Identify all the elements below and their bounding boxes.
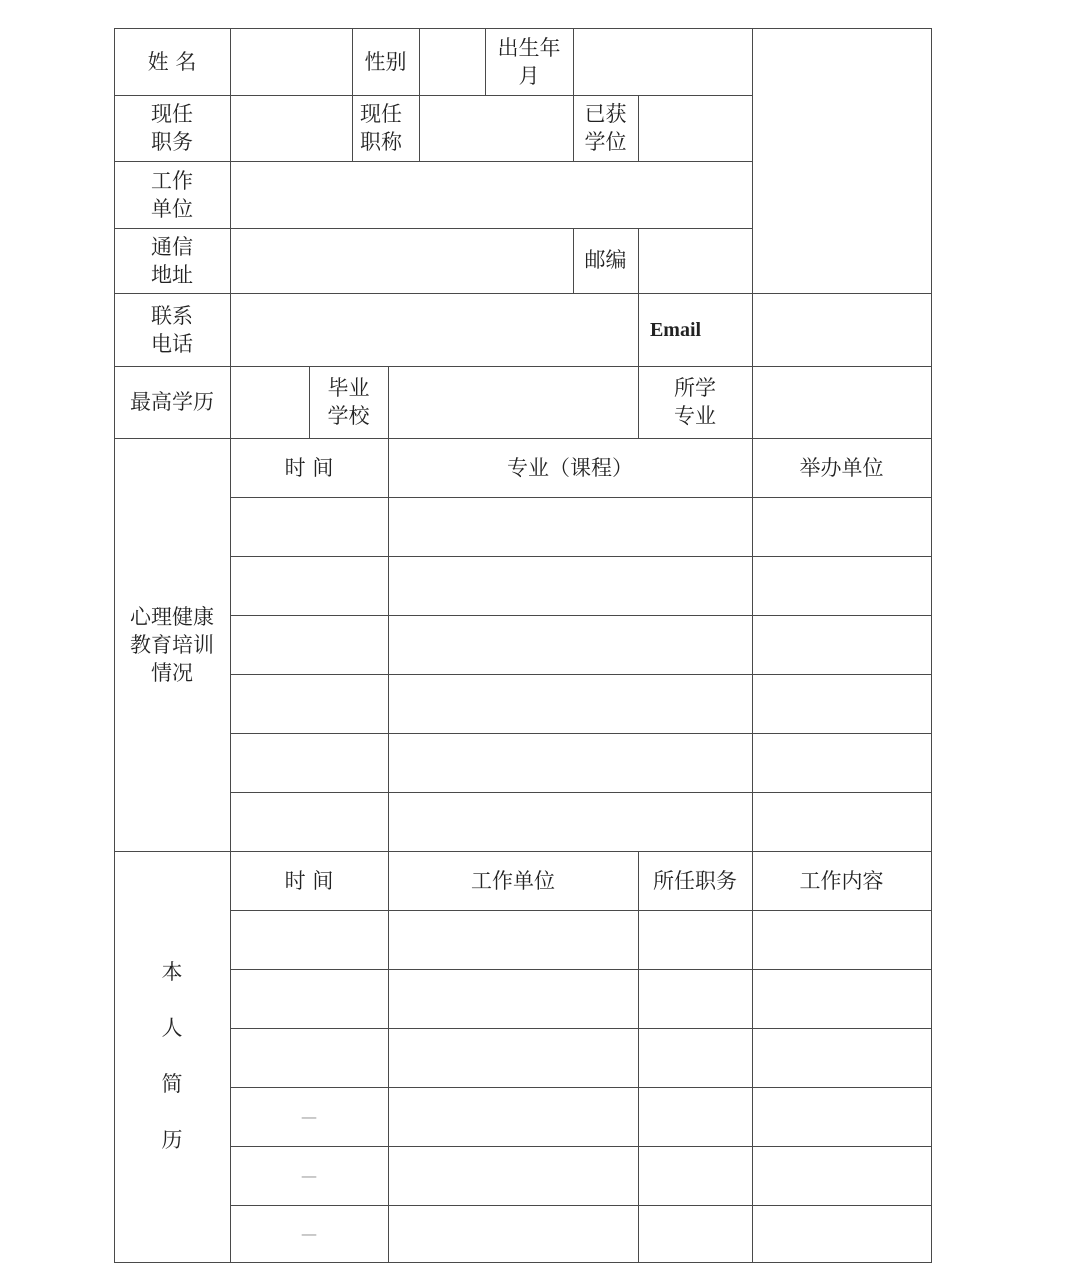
training-header-time: 时 间: [284, 455, 334, 480]
label-title: 现任 职称: [360, 102, 402, 154]
field-school[interactable]: [388, 366, 638, 438]
label-birth: 出生年 月: [497, 35, 561, 88]
resume-row-3[interactable]: [230, 1028, 931, 1087]
vline: [388, 438, 389, 1263]
field-name[interactable]: [230, 28, 352, 95]
label-position: 现任 职务: [151, 102, 193, 154]
vline: [638, 95, 639, 161]
label-degree: 已获 学位: [584, 102, 627, 154]
resume-header-position: 所任职务: [653, 868, 737, 893]
label-education: 最高学历: [130, 390, 214, 414]
training-header-major: 专业（课程）: [507, 455, 633, 480]
hline: [230, 969, 932, 970]
resume-row-2[interactable]: [230, 969, 931, 1028]
label-gender: 性别: [364, 49, 407, 74]
label-postcode: 邮编: [584, 248, 627, 272]
training-row-1[interactable]: [230, 497, 931, 556]
resume-header-unit: 工作单位: [471, 868, 555, 893]
hline: [114, 438, 932, 439]
training-row-2[interactable]: [230, 556, 931, 615]
field-education[interactable]: [230, 366, 309, 438]
field-postcode[interactable]: [638, 228, 752, 293]
border-bottom: [114, 1262, 932, 1263]
hline: [230, 1205, 932, 1206]
hline: [230, 1028, 932, 1029]
hline: [230, 792, 932, 793]
vline: [230, 28, 231, 1263]
hline: [230, 910, 932, 911]
label-address: 通信 地址: [151, 234, 193, 287]
field-phone[interactable]: [230, 293, 638, 366]
vline: [388, 366, 389, 438]
vline: [638, 851, 639, 1263]
training-row-6[interactable]: [230, 792, 931, 851]
vline: [752, 28, 753, 1263]
vline: [638, 228, 639, 438]
border-top: [114, 28, 932, 29]
resume-row-5-time-dash: —: [301, 1165, 317, 1185]
hline: [114, 228, 752, 229]
hline: [114, 851, 932, 852]
vline: [573, 228, 574, 293]
vline: [352, 28, 353, 161]
field-address[interactable]: [230, 228, 573, 293]
vline: [309, 366, 310, 438]
resume-row-4-time-dash: —: [301, 1106, 317, 1126]
field-title[interactable]: [419, 95, 573, 161]
hline: [230, 674, 932, 675]
hline: [114, 95, 752, 96]
field-work-unit[interactable]: [230, 161, 752, 228]
hline: [230, 497, 932, 498]
label-school: 毕业 学校: [327, 376, 370, 428]
training-row-5[interactable]: [230, 733, 931, 792]
hline: [230, 1087, 932, 1088]
label-email: Email: [649, 318, 702, 341]
field-birth[interactable]: [573, 28, 752, 95]
hline: [114, 293, 932, 294]
label-phone: 联系 电话: [151, 303, 193, 356]
label-major: 所学 专业: [674, 376, 716, 428]
field-position[interactable]: [230, 95, 352, 161]
vline: [419, 28, 420, 161]
vline: [573, 28, 574, 95]
label-name: 姓 名: [147, 49, 197, 74]
training-header-org: 举办单位: [799, 455, 884, 480]
field-email[interactable]: [752, 293, 931, 366]
label-work-unit: 工作 单位: [151, 168, 193, 221]
resume-row-6-time-dash: —: [301, 1224, 317, 1243]
vline: [485, 28, 486, 95]
field-gender[interactable]: [419, 28, 485, 95]
field-major[interactable]: [752, 366, 931, 438]
hline: [230, 615, 932, 616]
hline: [230, 556, 932, 557]
hline: [114, 366, 932, 367]
hline: [230, 733, 932, 734]
training-section-label: 心理健康 教育培训 情况: [130, 604, 214, 685]
training-row-3[interactable]: [230, 615, 931, 674]
hline: [230, 1146, 932, 1147]
border-left: [114, 28, 115, 1263]
resume-header-content: 工作内容: [799, 868, 884, 893]
border-right: [931, 28, 932, 1263]
training-row-4[interactable]: [230, 674, 931, 733]
field-degree[interactable]: [638, 95, 752, 161]
vline: [573, 95, 574, 161]
hline: [114, 161, 752, 162]
resume-section-label: 本 人 简 历: [161, 960, 183, 1152]
resume-row-1[interactable]: [230, 910, 931, 969]
resume-header-time: 时 间: [284, 868, 334, 893]
photo-box[interactable]: [752, 28, 931, 293]
